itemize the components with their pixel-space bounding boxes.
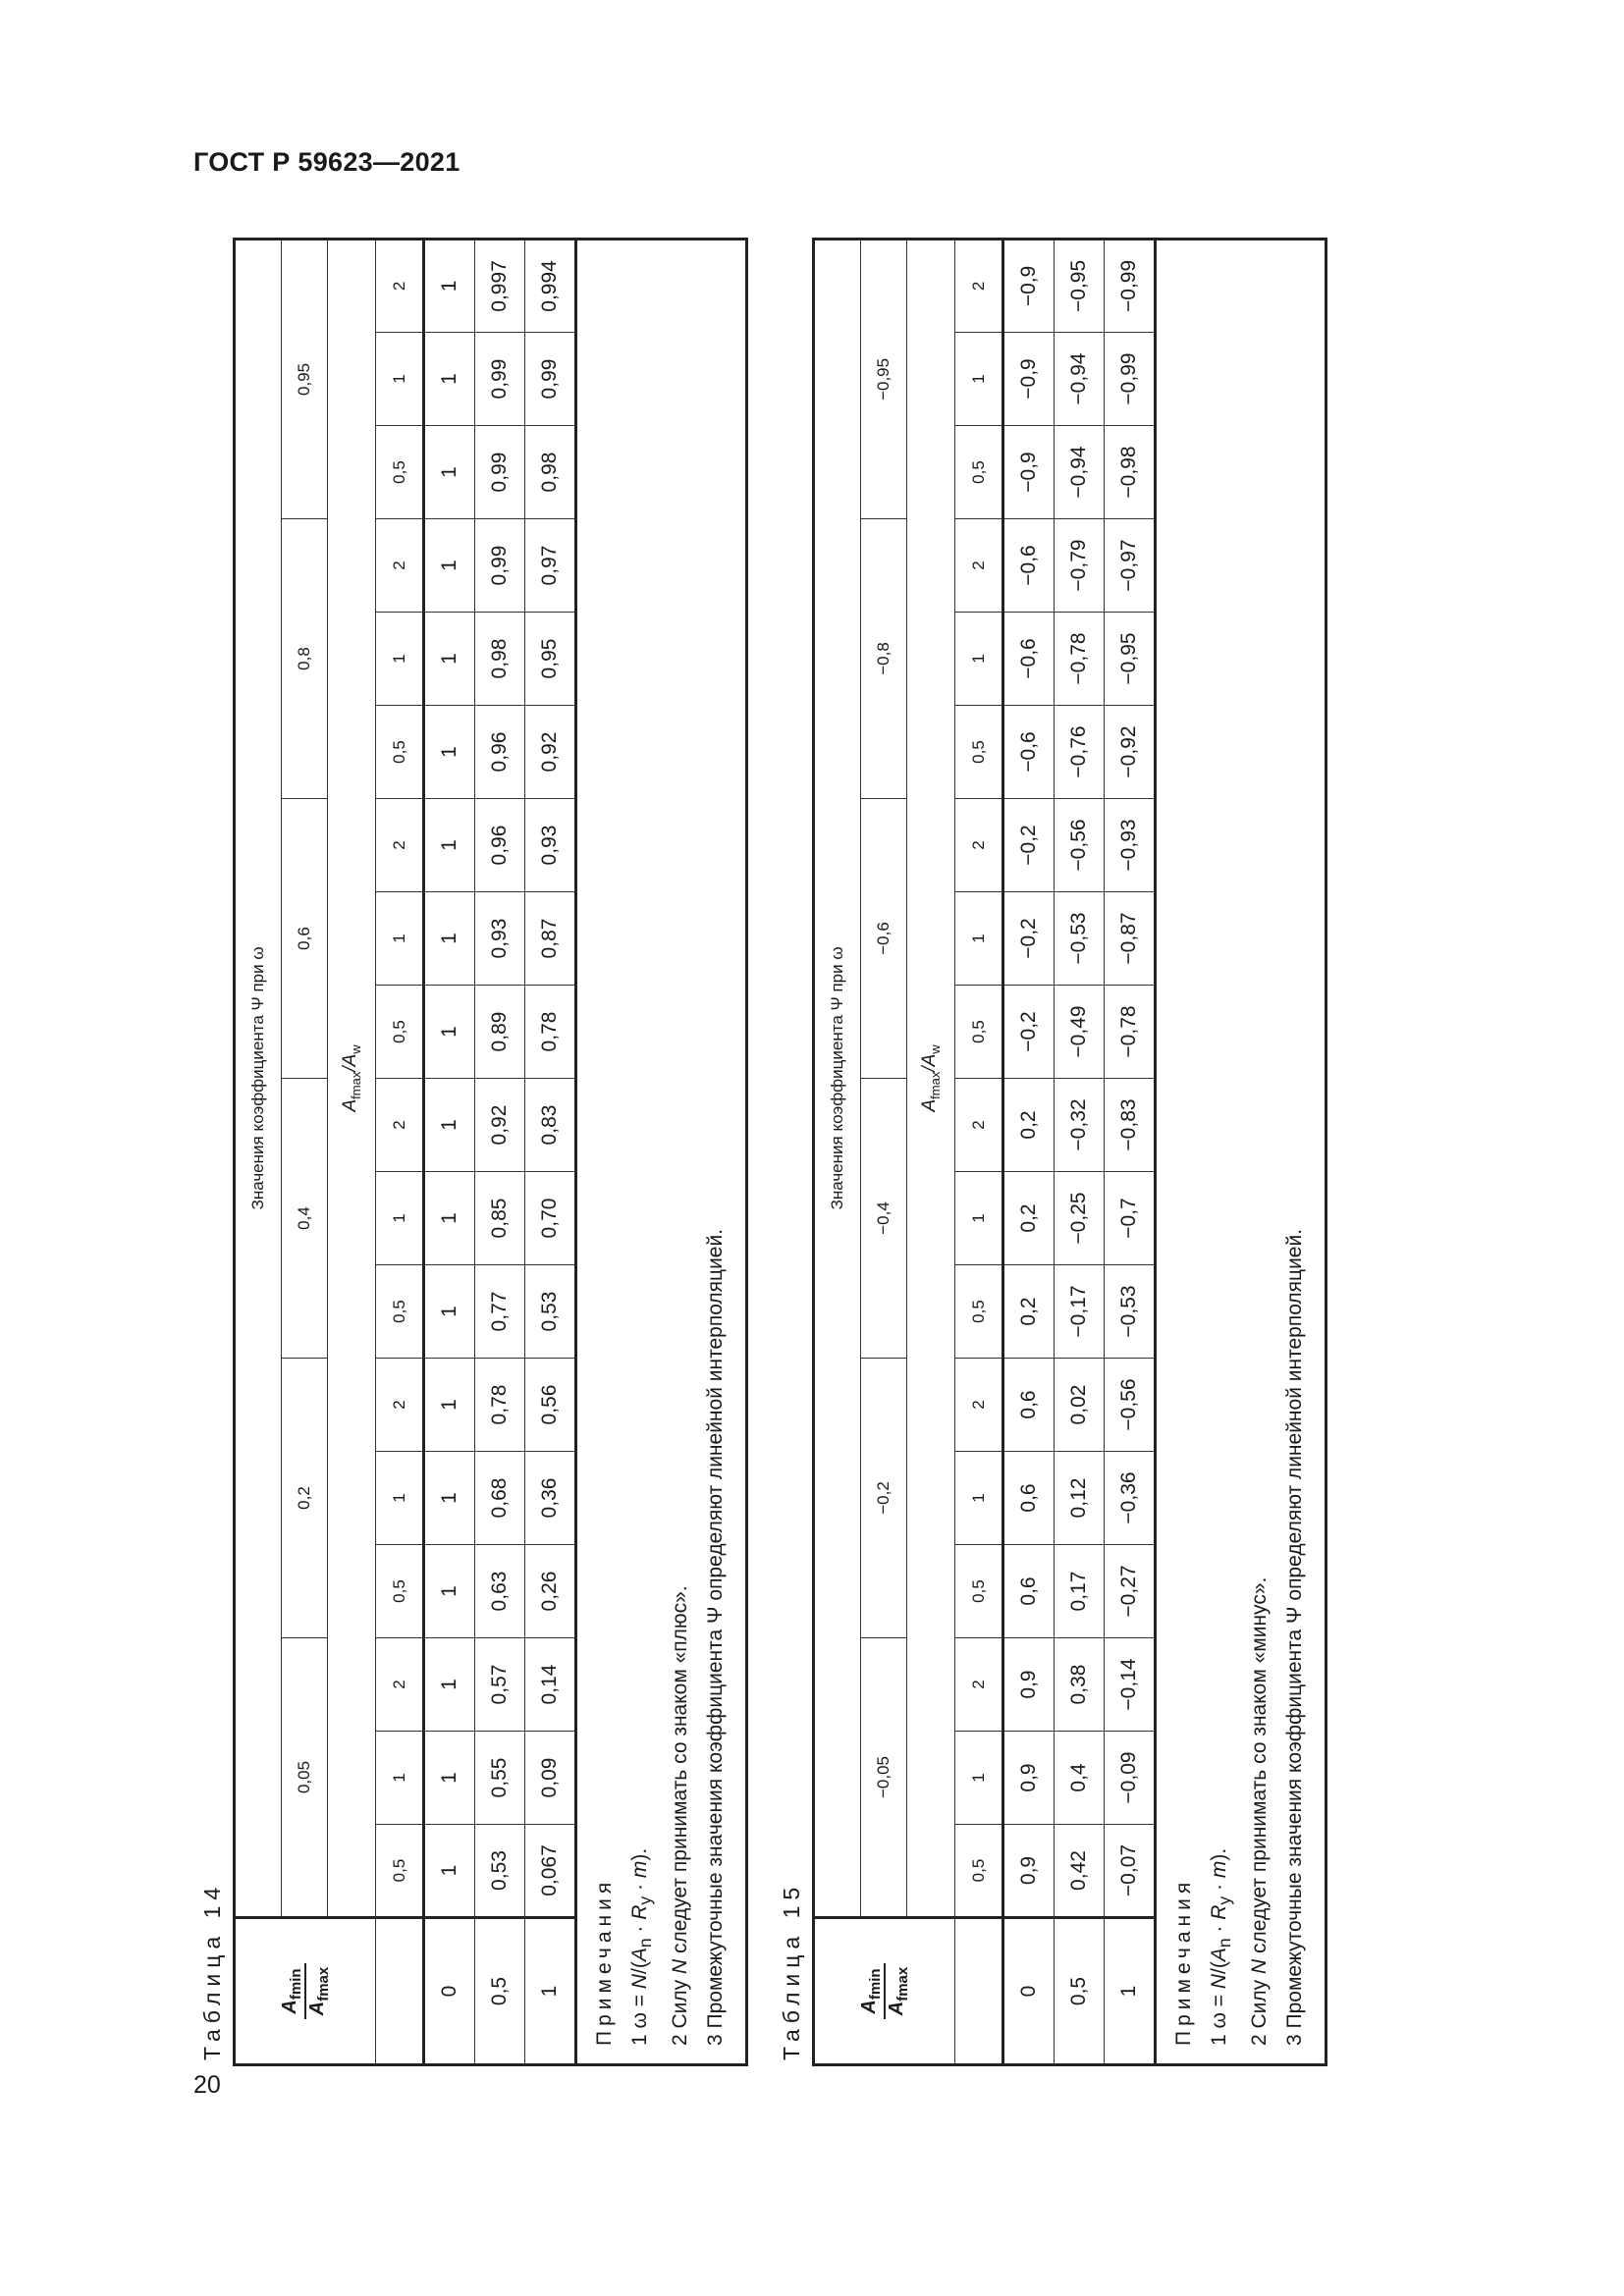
table-cell: 0,96 — [475, 706, 525, 799]
note-1-part: ). — [1208, 1847, 1230, 1861]
table-cell: −0,83 — [1105, 1079, 1156, 1172]
table-cell: 0,6 — [1003, 1452, 1055, 1545]
ratio-value-header: 0,5 — [955, 1545, 1003, 1638]
ratio-header — [328, 239, 376, 1917]
table-cell: 0,997 — [475, 239, 525, 332]
denominator-subscript: fmax — [315, 1966, 332, 2002]
note-1-part: n — [1215, 1938, 1235, 1949]
ratio-value-header: 1 — [376, 892, 424, 986]
table-cell: 0,78 — [475, 1359, 525, 1452]
table-cell: 0,26 — [525, 1545, 576, 1638]
note-1-part: /( — [628, 1961, 651, 1974]
table-cell: 1 — [424, 1732, 475, 1825]
ratio-value-header: 1 — [955, 1732, 1003, 1825]
note-2-part: следует принимать со знаком «плюс». — [669, 1585, 692, 1959]
ratio-value-header: 1 — [955, 892, 1003, 986]
note-1-part: A — [1208, 1948, 1230, 1962]
table-cell: 0,09 — [525, 1732, 576, 1825]
ratio-value-header: 1 — [376, 1452, 424, 1545]
ratio-value-header: 1 — [955, 1452, 1003, 1545]
stub-empty-cell — [955, 1918, 1003, 2065]
note-1-part: n — [635, 1938, 656, 1949]
note-2 — [1242, 256, 1277, 2046]
table-cell: −0,2 — [1003, 799, 1055, 892]
ratio-value-header: 2 — [955, 1079, 1003, 1172]
ratio-value-header: 1 — [955, 613, 1003, 706]
ratio-value-header: 1 — [376, 333, 424, 426]
table-cell: 0,93 — [475, 892, 525, 986]
table-cell: −0,53 — [1105, 1265, 1156, 1359]
table-cell: 0,96 — [475, 799, 525, 892]
ratio-value-header: 0,5 — [376, 986, 424, 1079]
ratio-value-header: 2 — [955, 239, 1003, 332]
note-1-part: m — [628, 1860, 651, 1879]
note-1-part: R — [628, 1904, 651, 1920]
table-cell: −0,6 — [1003, 613, 1055, 706]
row-label: 1 — [525, 1918, 576, 2065]
table-cell: 0,97 — [525, 519, 576, 613]
table-cell: 0,36 — [525, 1452, 576, 1545]
ratio-value-header: 2 — [376, 1638, 424, 1732]
table-cell: 0,6 — [1003, 1545, 1055, 1638]
table-cell: −0,6 — [1003, 706, 1055, 799]
ratio-value-header: 1 — [955, 333, 1003, 426]
numerator-subscript: fmin — [867, 1968, 884, 2001]
note-1 — [623, 256, 663, 2046]
table-cell: 0,87 — [525, 892, 576, 986]
table-cell: 1 — [424, 333, 475, 426]
table-cell: 0,53 — [525, 1265, 576, 1359]
note-2 — [663, 256, 698, 2046]
table-cell: 0,6 — [1003, 1359, 1055, 1452]
note-1-part: y — [635, 1896, 656, 1905]
table-cell: −0,9 — [1003, 239, 1055, 332]
table-cell: −0,93 — [1105, 799, 1156, 892]
row-label: 0 — [424, 1918, 475, 2065]
table-cell: −0,09 — [1105, 1732, 1156, 1825]
table-cell: 0,994 — [525, 239, 576, 332]
table-cell: 1 — [424, 1825, 475, 1918]
omega-header: 0,2 — [282, 1359, 328, 1638]
note-1-part: N — [1208, 1973, 1230, 1990]
note-3: 3 Промежуточные значения коэффициента Ψ определяют линейной интерполяцией. — [704, 1228, 728, 2046]
table-row — [424, 239, 475, 2064]
ratio-subscript-b: w — [927, 1044, 943, 1054]
table-cell: −0,78 — [1105, 986, 1156, 1079]
ratio-value-header: 0,5 — [955, 986, 1003, 1079]
table-cell: 1 — [424, 1452, 475, 1545]
omega-header: 0,8 — [282, 519, 328, 799]
table-cell: 0,92 — [475, 1079, 525, 1172]
table-cell: 0,9 — [1003, 1732, 1055, 1825]
fraction-numerator — [279, 1963, 306, 2019]
table-cell: 1 — [424, 426, 475, 519]
table-cell: −0,56 — [1105, 1359, 1156, 1452]
table-cell: −0,25 — [1055, 1172, 1105, 1265]
omega-header: −0,4 — [861, 1079, 907, 1359]
table-cell: −0,14 — [1105, 1638, 1156, 1732]
notes-title: Примечания — [593, 1877, 616, 2046]
main-header: Значения коэффициента Ψ при ω — [814, 239, 861, 1917]
omega-header: 0,05 — [282, 1638, 328, 1918]
note-1-part: · — [628, 1919, 651, 1939]
ratio-value-header: 2 — [376, 799, 424, 892]
omega-header: 0,6 — [282, 799, 328, 1079]
table-cell: 0,99 — [475, 426, 525, 519]
table-cell: 1 — [424, 1265, 475, 1359]
note-2-part: 2 Силу — [1248, 1974, 1272, 2046]
table-row — [1003, 239, 1055, 2064]
table-cell: −0,36 — [1105, 1452, 1156, 1545]
table-cell: 1 — [424, 1359, 475, 1452]
ratio-value-header: 1 — [376, 1172, 424, 1265]
ratio-symbol-b: A — [340, 1053, 361, 1067]
table-cell: 0,067 — [525, 1825, 576, 1918]
note-1-part: /( — [1208, 1961, 1230, 1974]
ratio-header — [907, 239, 955, 1917]
page-number: 20 — [193, 2071, 221, 2099]
ratio-value-header: 1 — [376, 613, 424, 706]
table-cell: 0,95 — [525, 613, 576, 706]
table-cell: −0,07 — [1105, 1825, 1156, 1918]
ratio-value-header: 1 — [376, 1732, 424, 1825]
table-cell: 0,98 — [475, 613, 525, 706]
table-cell: 0,02 — [1055, 1359, 1105, 1452]
note-1-part: m — [1208, 1860, 1230, 1879]
table-cell: −0,99 — [1105, 333, 1156, 426]
note-1 — [1202, 256, 1242, 2046]
ratio-value-header: 0,5 — [955, 1825, 1003, 1918]
ratio-subscript-b: w — [348, 1044, 363, 1054]
table-cell: −0,87 — [1105, 892, 1156, 986]
table-14-block — [191, 231, 748, 2066]
table-cell: 1 — [424, 519, 475, 613]
note-3: 3 Промежуточные значения коэффициента Ψ определяют линейной интерполяцией. — [1283, 1228, 1307, 2046]
table-cell: 0,38 — [1055, 1638, 1105, 1732]
note-1-part: · — [628, 1878, 651, 1896]
numerator-symbol: A — [279, 2000, 300, 2014]
table-cell: −0,2 — [1003, 892, 1055, 986]
ratio-value-header: 2 — [955, 799, 1003, 892]
table-15-block — [771, 231, 1327, 2066]
table-cell: −0,53 — [1055, 892, 1105, 986]
table-cell: −0,99 — [1105, 239, 1156, 332]
stub-header — [235, 1918, 376, 2065]
ratio-value-header: 0,5 — [376, 1265, 424, 1359]
ratio-slash: / — [919, 1066, 941, 1072]
table-cell: 0,57 — [475, 1638, 525, 1732]
note-1-part: N — [628, 1973, 651, 1990]
table-cell: −0,7 — [1105, 1172, 1156, 1265]
table-cell: −0,9 — [1003, 426, 1055, 519]
denominator-symbol: A — [886, 2001, 907, 2016]
table-cell: 0,9 — [1003, 1638, 1055, 1732]
note-1-part: A — [628, 1948, 651, 1962]
ratio-value-header: 2 — [376, 519, 424, 613]
table-cell: 0,99 — [475, 333, 525, 426]
table-cell: −0,94 — [1055, 426, 1105, 519]
table-cell: 0,42 — [1055, 1825, 1105, 1918]
area-ratio-fraction — [858, 1963, 911, 2019]
table-cell: 0,99 — [475, 519, 525, 613]
table-cell: 0,99 — [525, 333, 576, 426]
note-2-part: N — [1248, 1958, 1272, 1974]
row-label: 1 — [1105, 1918, 1156, 2065]
denominator-subscript: fmax — [894, 1966, 911, 2002]
table-cell: −0,6 — [1003, 519, 1055, 613]
table-caption: Таблица 14 — [199, 1881, 225, 2060]
table-cell: 0,77 — [475, 1265, 525, 1359]
table-cell: −0,92 — [1105, 706, 1156, 799]
note-1-part: y — [1215, 1896, 1235, 1905]
table-cell: −0,98 — [1105, 426, 1156, 519]
fraction-numerator — [858, 1963, 886, 2019]
note-1-part: 1 ω = — [628, 1989, 651, 2046]
table-cell: 0,56 — [525, 1359, 576, 1452]
fraction-denominator — [306, 1963, 332, 2019]
table-cell: −0,27 — [1105, 1545, 1156, 1638]
note-2-part: N — [669, 1958, 692, 1974]
note-1-part: R — [1208, 1904, 1230, 1920]
ratio-symbol-b: A — [919, 1053, 941, 1067]
table-cell: 1 — [424, 1545, 475, 1638]
table-cell: 0,9 — [1003, 1825, 1055, 1918]
table-cell: 1 — [424, 706, 475, 799]
table-cell: −0,76 — [1055, 706, 1105, 799]
fraction-denominator — [886, 1963, 911, 2019]
table-cell: −0,95 — [1055, 239, 1105, 332]
table-cell: 1 — [424, 1079, 475, 1172]
table-row — [475, 239, 525, 2064]
omega-header: 0,95 — [282, 239, 328, 518]
table-cell: 0,55 — [475, 1732, 525, 1825]
row-label: 0,5 — [1055, 1918, 1105, 2065]
ratio-symbol-a: A — [340, 1098, 361, 1112]
table-cell: 0,17 — [1055, 1545, 1105, 1638]
table-notes — [1156, 239, 1326, 2064]
row-label: 0 — [1003, 1918, 1055, 2065]
table-cell: 1 — [424, 239, 475, 332]
omega-header: −0,2 — [861, 1359, 907, 1638]
stub-header — [814, 1918, 955, 2065]
table-cell: 0,98 — [525, 426, 576, 519]
table-cell: −0,95 — [1105, 613, 1156, 706]
table-cell: 0,2 — [1003, 1079, 1055, 1172]
note-2-part: 2 Силу — [669, 1974, 692, 2046]
ratio-value-header: 2 — [376, 1359, 424, 1452]
table-row — [1105, 239, 1156, 2064]
numerator-symbol: A — [858, 2000, 880, 2014]
ratio-value-header: 2 — [376, 1079, 424, 1172]
table-cell: 0,63 — [475, 1545, 525, 1638]
table-notes — [576, 239, 747, 2064]
table-caption: Таблица 15 — [779, 1881, 804, 2060]
note-1-part: ). — [628, 1847, 651, 1861]
ratio-value-header: 0,5 — [376, 706, 424, 799]
ratio-subscript-a: fmax — [927, 1071, 943, 1099]
stub-empty-cell — [376, 1918, 424, 2065]
table-cell: 0,53 — [475, 1825, 525, 1918]
ratio-value-header: 2 — [376, 239, 424, 332]
table-cell: −0,94 — [1055, 333, 1105, 426]
document-code: ГОСТ Р 59623—2021 — [193, 147, 460, 177]
omega-header: 0,4 — [282, 1079, 328, 1359]
ratio-symbol-a: A — [919, 1098, 941, 1112]
table-row — [525, 239, 576, 2064]
main-header: Значения коэффициента Ψ при ω — [235, 239, 282, 1917]
table-cell: 0,78 — [525, 986, 576, 1079]
ratio-value-header: 2 — [955, 1359, 1003, 1452]
note-1-part: · — [1208, 1878, 1230, 1896]
table-cell: −0,79 — [1055, 519, 1105, 613]
table-cell: 0,93 — [525, 799, 576, 892]
table-cell: 0,4 — [1055, 1732, 1105, 1825]
table-cell: 1 — [424, 1172, 475, 1265]
table-cell: −0,49 — [1055, 986, 1105, 1079]
omega-header: −0,6 — [861, 799, 907, 1079]
omega-header: −0,05 — [861, 1638, 907, 1918]
table-cell: −0,78 — [1055, 613, 1105, 706]
table-cell: 1 — [424, 799, 475, 892]
table-cell: −0,97 — [1105, 519, 1156, 613]
table-row — [1055, 239, 1105, 2064]
ratio-value-header: 0,5 — [955, 426, 1003, 519]
table-cell: 1 — [424, 892, 475, 986]
ratio-value-header: 0,5 — [376, 1545, 424, 1638]
table-cell: 1 — [424, 1638, 475, 1732]
ratio-value-header: 2 — [955, 1638, 1003, 1732]
row-label: 0,5 — [475, 1918, 525, 2065]
table-cell: −0,32 — [1055, 1079, 1105, 1172]
table-cell: −0,56 — [1055, 799, 1105, 892]
area-ratio-fraction — [279, 1963, 332, 2019]
table-cell: 0,14 — [525, 1638, 576, 1732]
table-cell: 0,92 — [525, 706, 576, 799]
ratio-expression — [919, 1044, 943, 1112]
table-cell: −0,9 — [1003, 333, 1055, 426]
ratio-value-header: 0,5 — [376, 1825, 424, 1918]
ratio-subscript-a: fmax — [348, 1071, 363, 1099]
numerator-subscript: fmin — [288, 1968, 304, 2001]
ratio-value-header: 2 — [955, 519, 1003, 613]
note-1-part: · — [1208, 1919, 1230, 1939]
table-cell: 1 — [424, 986, 475, 1079]
ratio-expression — [340, 1044, 363, 1112]
ratio-value-header: 0,5 — [376, 426, 424, 519]
note-2-part: следует принимать со знаком «минус». — [1248, 1576, 1272, 1959]
coefficient-table — [812, 238, 1327, 2066]
denominator-symbol: A — [306, 2001, 328, 2016]
notes-title: Примечания — [1172, 1877, 1195, 2046]
table-cell: 0,70 — [525, 1172, 576, 1265]
table-cell: 0,12 — [1055, 1452, 1105, 1545]
coefficient-table — [233, 238, 748, 2066]
omega-header: −0,95 — [861, 239, 907, 518]
ratio-value-header: 1 — [955, 1172, 1003, 1265]
table-cell: 0,2 — [1003, 1172, 1055, 1265]
table-cell: −0,2 — [1003, 986, 1055, 1079]
ratio-value-header: 0,5 — [955, 1265, 1003, 1359]
table-cell: 1 — [424, 613, 475, 706]
table-cell: 0,68 — [475, 1452, 525, 1545]
table-cell: 0,85 — [475, 1172, 525, 1265]
omega-header: −0,8 — [861, 519, 907, 799]
table-cell: 0,2 — [1003, 1265, 1055, 1359]
ratio-value-header: 0,5 — [955, 706, 1003, 799]
table-cell: 0,89 — [475, 986, 525, 1079]
table-cell: −0,17 — [1055, 1265, 1105, 1359]
table-cell: 0,83 — [525, 1079, 576, 1172]
note-1-part: 1 ω = — [1208, 1989, 1230, 2046]
ratio-slash: / — [340, 1066, 361, 1072]
